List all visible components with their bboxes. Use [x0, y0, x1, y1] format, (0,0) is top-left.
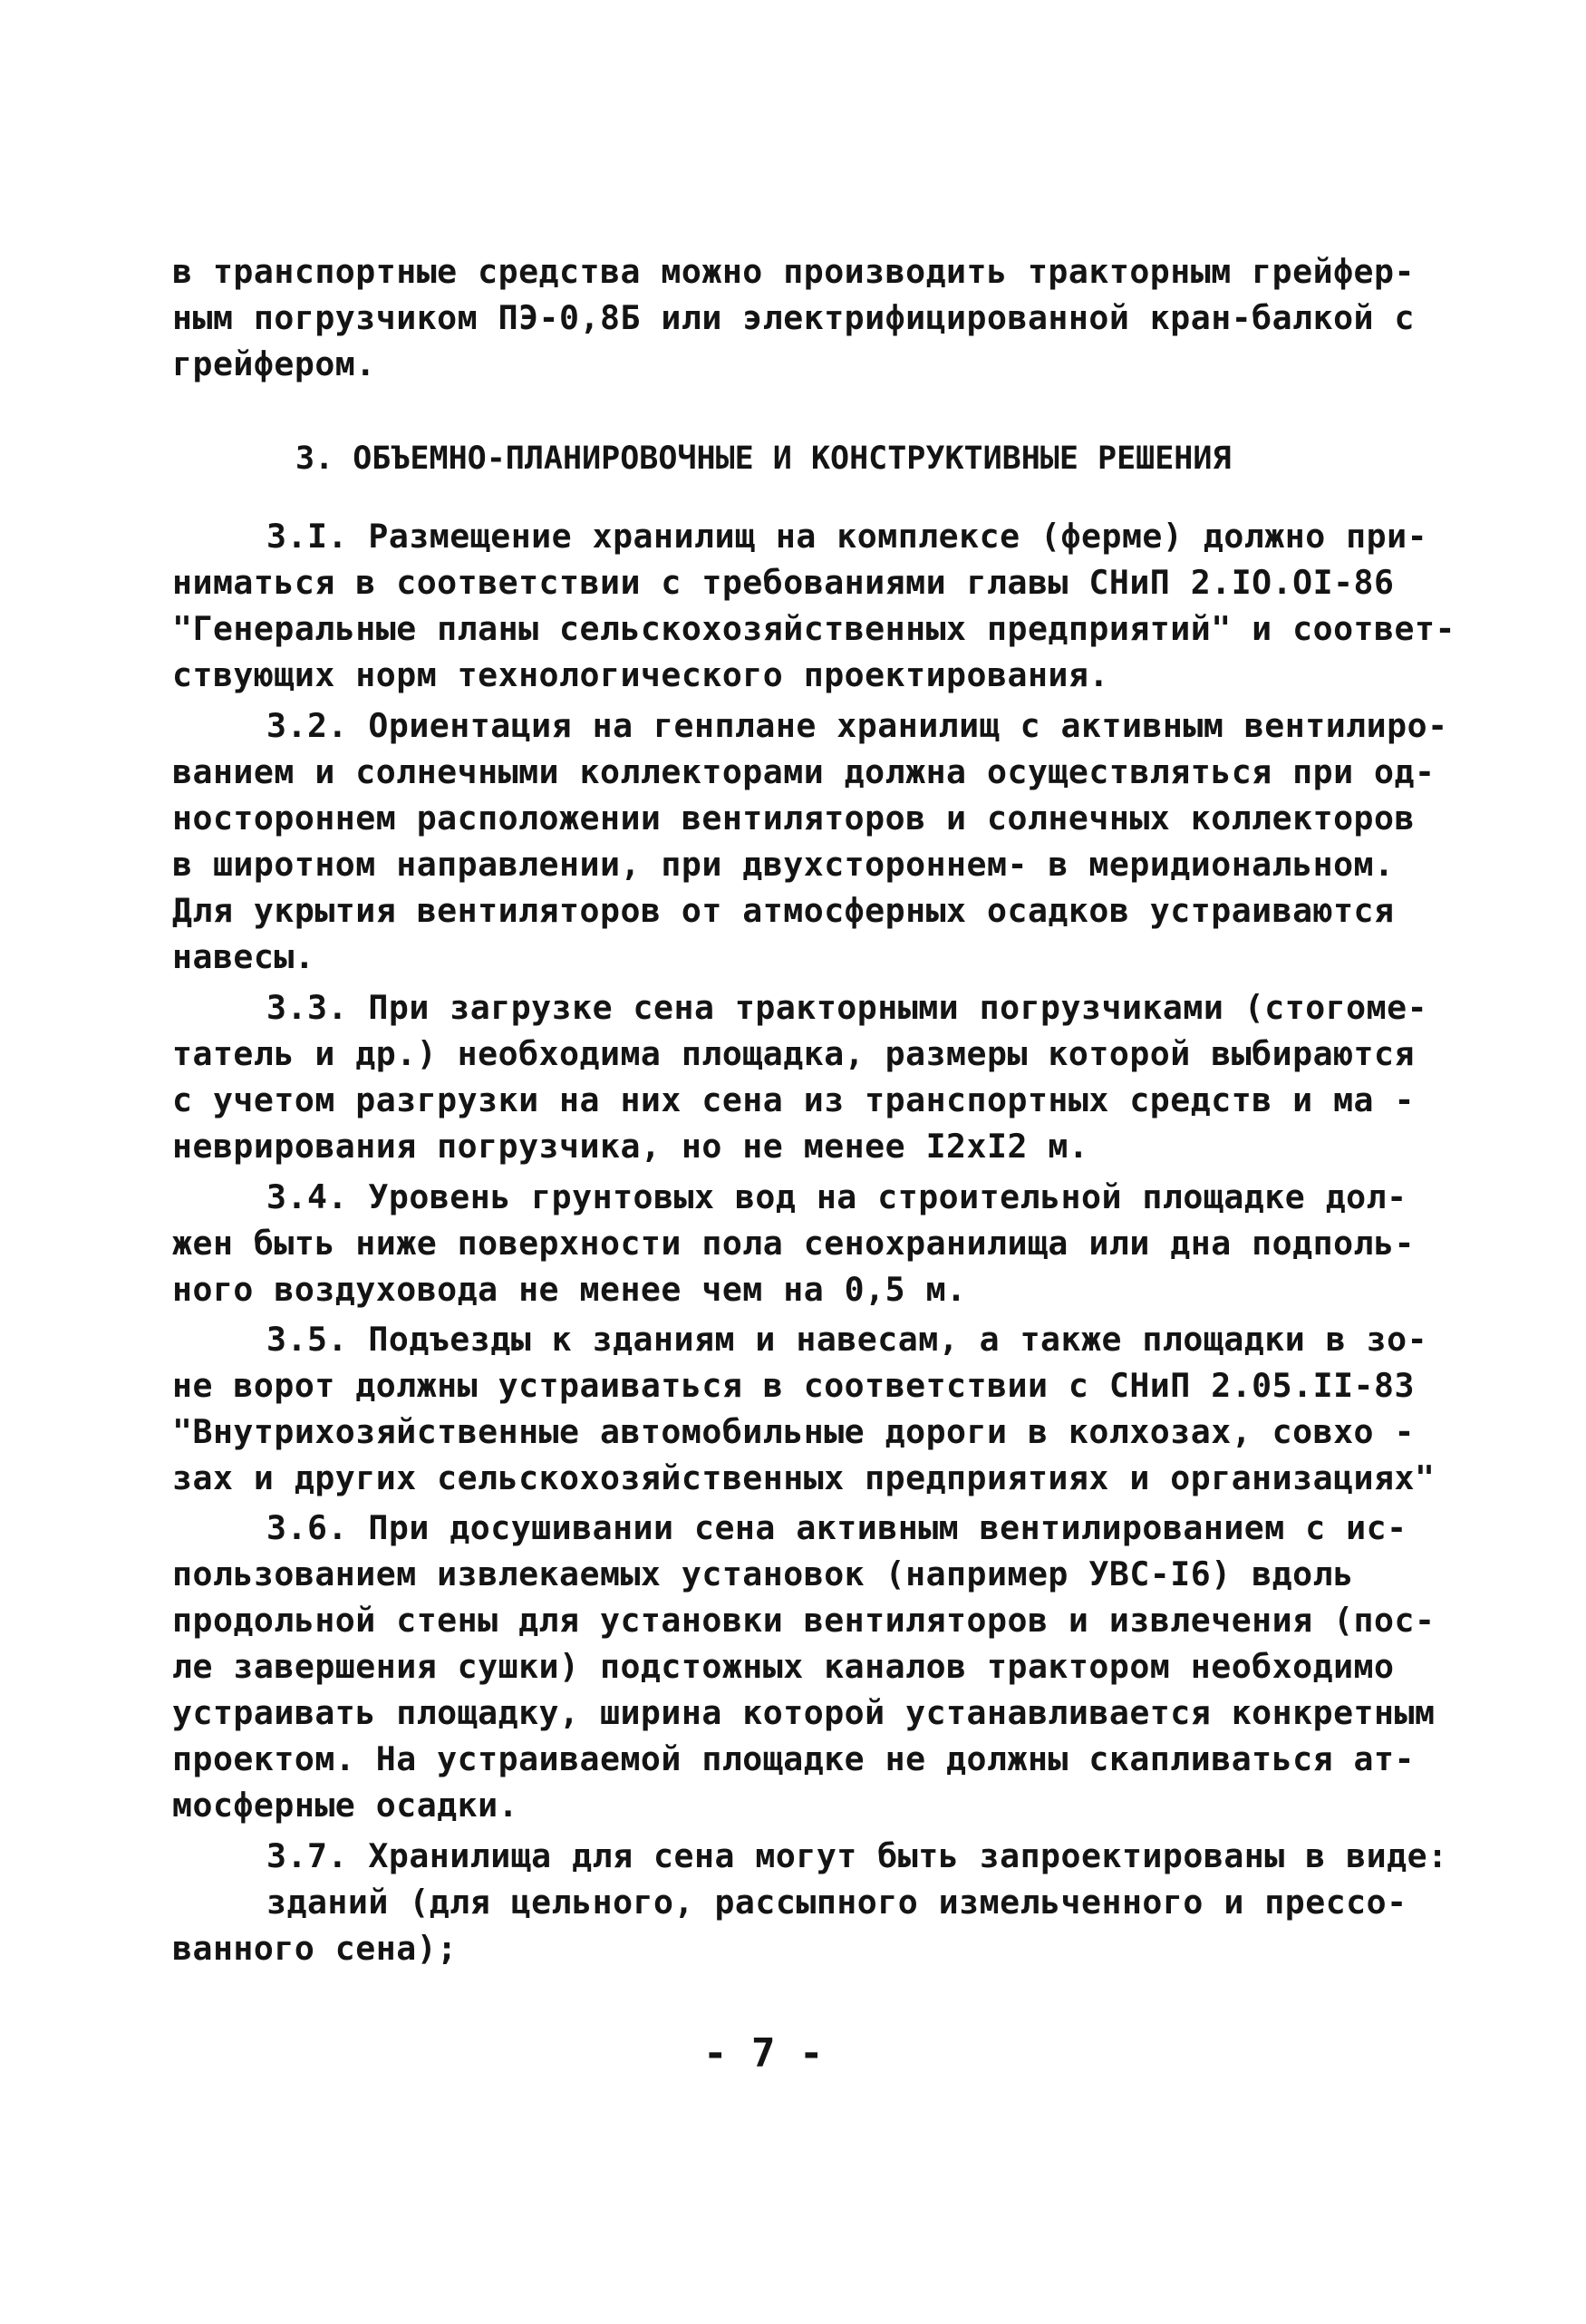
text-line: продольной стены для установки вентиляторов и извлечения (пос- — [172, 1601, 1436, 1640]
text-line: в широтном направлении, при двухстороннем- в меридиональном. — [172, 845, 1395, 884]
text-line: 3.2. Ориентация на генплане хранилищ с активным вентилиро- — [266, 706, 1448, 745]
text-line: ванием и солнечными коллекторами должна осуществляться при од- — [172, 752, 1436, 791]
text-line: навесы. — [172, 937, 315, 976]
text-line: грейфером. — [172, 344, 376, 383]
text-line: 3.4. Уровень грунтовых вод на строительной площадке дол- — [266, 1177, 1407, 1216]
text-line: ностороннем расположении вентиляторов и солнечных коллекторов — [172, 799, 1415, 838]
text-line: не ворот должны устраиваться в соответствии с СНиП 2.05.II-83 — [172, 1366, 1415, 1405]
text-line: ного воздуховода не менее чем на 0,5 м. — [172, 1270, 967, 1309]
text-line: ным погрузчиком ПЭ-0,8Б или электрифицированной кран-балкой с — [172, 298, 1415, 337]
text-line: ванного сена); — [172, 1929, 458, 1968]
text-line: 3.I. Размещение хранилищ на комплексе (ферме) должно при- — [266, 517, 1428, 556]
text-line: неврирования погрузчика, но не менее I2xI2 м. — [172, 1127, 1089, 1166]
text-line: устраивать площадку, ширина которой устанавливается конкретным — [172, 1693, 1436, 1732]
section-heading: 3. ОБЪЕМНО-ПЛАНИРОВОЧНЫЕ И КОНСТРУКТИВНЫЕ РЕШЕНИЯ — [295, 441, 1232, 477]
text-line: зах и других сельскохозяйственных предприятиях и организациях" — [172, 1458, 1436, 1497]
text-line: 3.6. При досушивании сена активным вентилированием с ис- — [266, 1508, 1407, 1547]
text-line: татель и др.) необходима площадка, размеры которой выбираются — [172, 1034, 1415, 1073]
text-line: мосферные осадки. — [172, 1786, 519, 1825]
text-line: Для укрытия вентиляторов от атмосферных осадков устраиваются — [172, 891, 1395, 930]
text-line: с учетом разгрузки на них сена из транспортных средств и ма - — [172, 1080, 1415, 1119]
text-line: ниматься в соответствии с требованиями главы СНиП 2.IO.OI-86 — [172, 563, 1395, 602]
page-number: - 7 - — [703, 2030, 824, 2077]
text-line: 3.7. Хранилища для сена могут быть запроектированы в виде: — [266, 1836, 1448, 1875]
text-line: ле завершения сушки) подстожных каналов трактором необходимо — [172, 1647, 1395, 1686]
text-line: в транспортные средства можно производить тракторным грейфер- — [172, 252, 1415, 291]
text-line: пользованием извлекаемых установок (например УВС-I6) вдоль — [172, 1554, 1354, 1593]
text-line: жен быть ниже поверхности пола сенохранилища или дна подполь- — [172, 1224, 1415, 1263]
text-line: "Генеральные планы сельскохозяйственных предприятий" и соответ- — [172, 609, 1455, 648]
text-line: 3.5. Подъезды к зданиям и навесам, а также площадки в зо- — [266, 1320, 1428, 1359]
text-line: зданий (для цельного, рассыпного измельченного и прессо- — [266, 1883, 1407, 1922]
text-line: 3.3. При загрузке сена тракторными погрузчиками (стогоме- — [266, 988, 1428, 1027]
text-line: "Внутрихозяйственные автомобильные дороги в колхозах, совхо - — [172, 1412, 1415, 1451]
text-line: проектом. На устраиваемой площадке не должны скапливаться ат- — [172, 1739, 1415, 1778]
text-line: ствующих норм технологического проектирования. — [172, 655, 1109, 694]
